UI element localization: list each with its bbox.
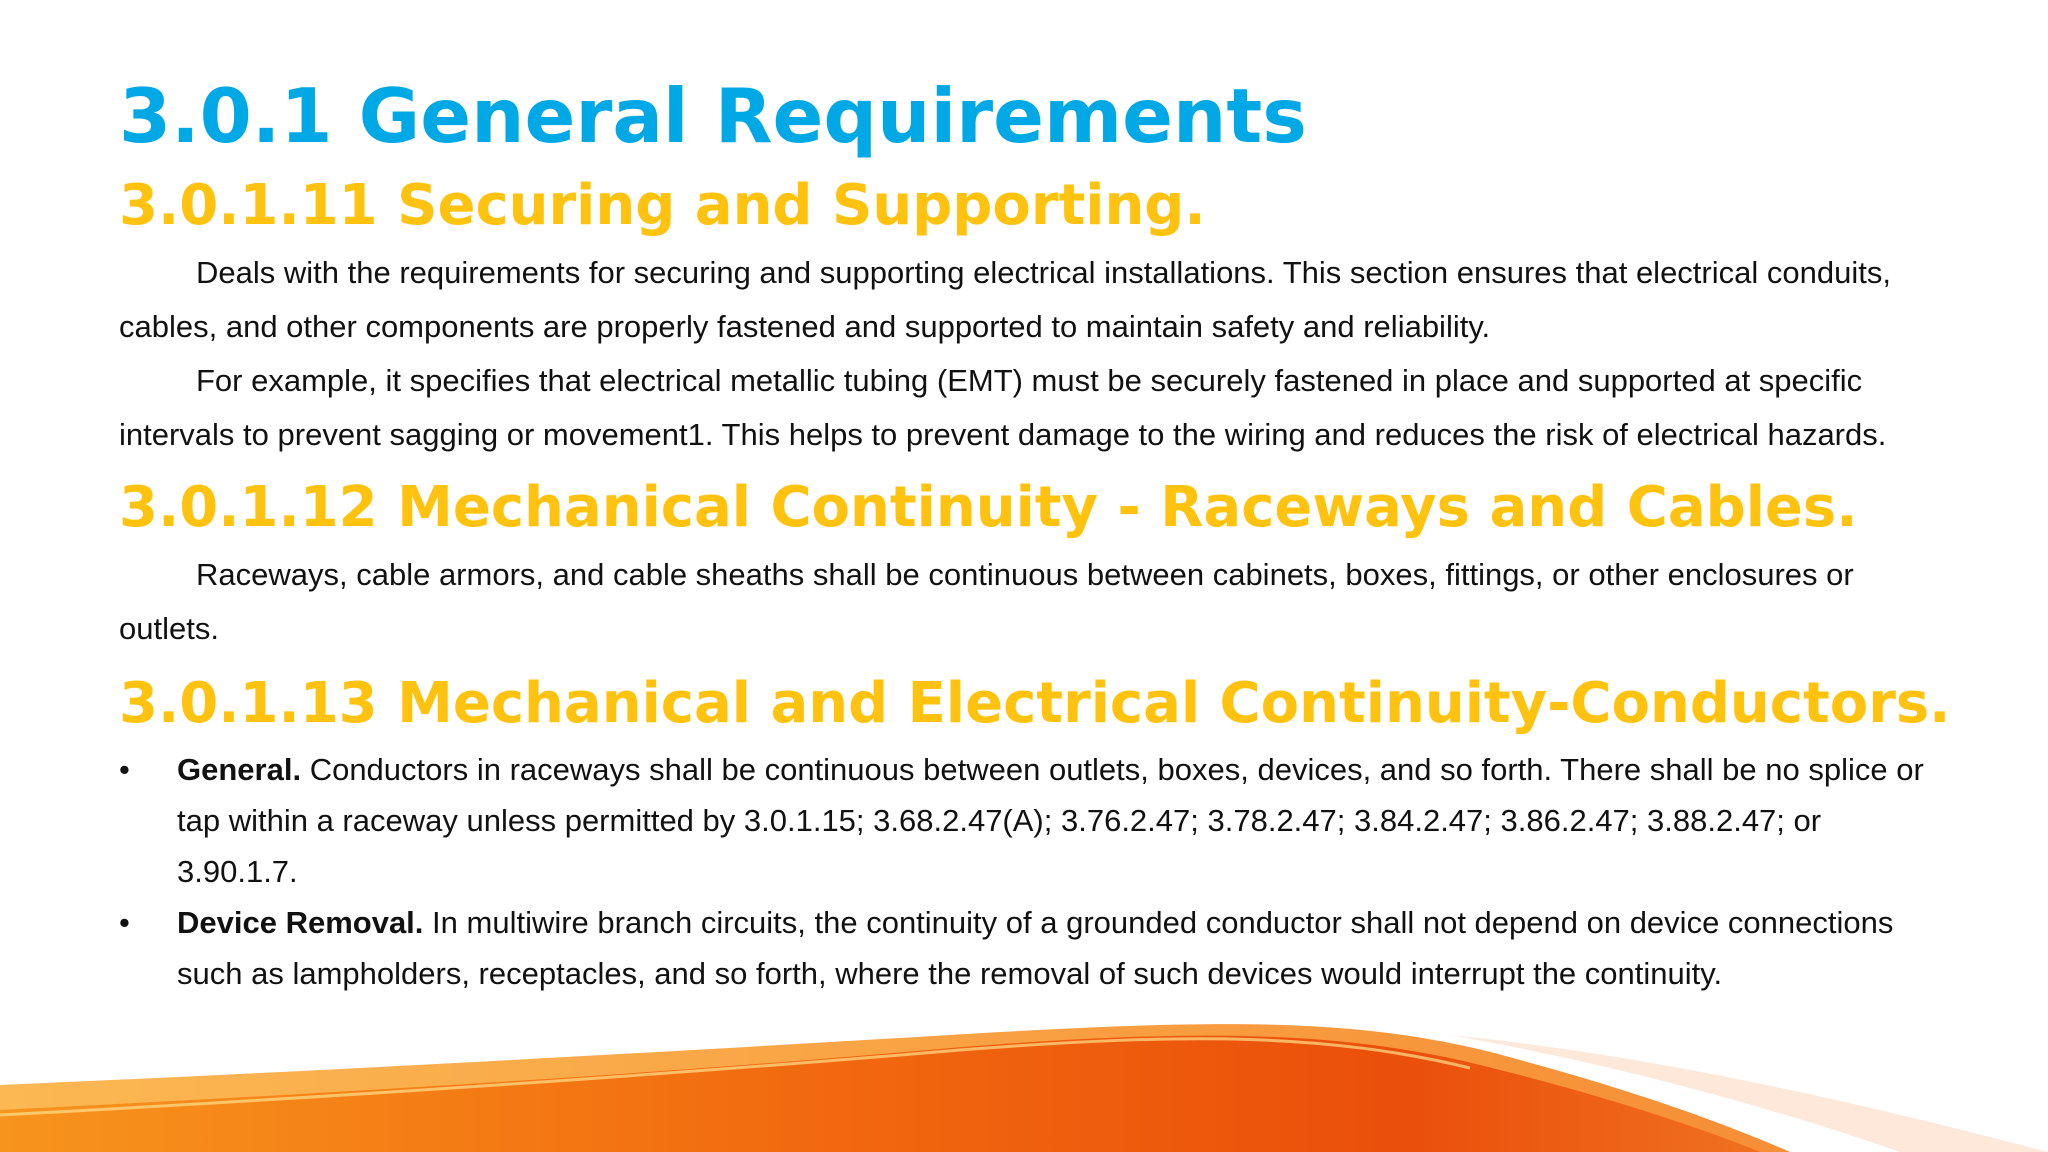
bullet-lead-text: Device Removal. (177, 905, 424, 940)
slide-title: 3.0.1 General Requirements (119, 72, 1307, 160)
paragraph: For example, it specifies that electrical metallic tubing (EMT) must be securely fastened in place and supported at specific intervals to prevent sagging or movement1. This helps to prevent damage to the wiring and reduces the risk of electrical hazards. (119, 363, 1887, 452)
bullet-item-general (119, 744, 1949, 897)
paragraph: Deals with the requirements for securing and supporting electrical installations. This section ensures that electrical conduits, cables, and other components are properly fastened and supported to maintain safety and reliability. (119, 255, 1891, 344)
bullet-marker: • (119, 905, 130, 940)
paragraph: Raceways, cable armors, and cable sheaths shall be continuous between cabinets, boxes, fittings, or other enclosures or outlets. (119, 557, 1854, 646)
bullet-list (119, 744, 1949, 999)
slide-content (119, 66, 1949, 999)
section-heading-mechanical-continuity: 3.0.1.12 Mechanical Continuity - Raceways and Cables. (119, 475, 1858, 540)
bullet-body-text: In multiwire branch circuits, the continuity of a grounded conductor shall not depend on device connections such as lampholders, receptacles, and so forth, where the removal of such devices would interrupt the continuity. (177, 905, 1894, 991)
bullet-item-device-removal (119, 897, 1949, 999)
bullet-body-text: Conductors in raceways shall be continuous between outlets, boxes, devices, and so forth. There shall be no splice or tap within a raceway unless permitted by 3.0.1.15; 3.68.2.47(A); 3.76.2.47; 3.78.2.47; 3.84.2.47; 3.86.2.47; 3.88.2.47; or 3.90.1.7. (177, 752, 1924, 889)
bullet-marker: • (119, 752, 130, 787)
section-heading-securing: 3.0.1.11 Securing and Supporting. (119, 173, 1206, 238)
section-heading-conductors: 3.0.1.13 Mechanical and Electrical Continuity-Conductors. (119, 671, 1951, 736)
bullet-lead-text: General. (177, 752, 302, 787)
